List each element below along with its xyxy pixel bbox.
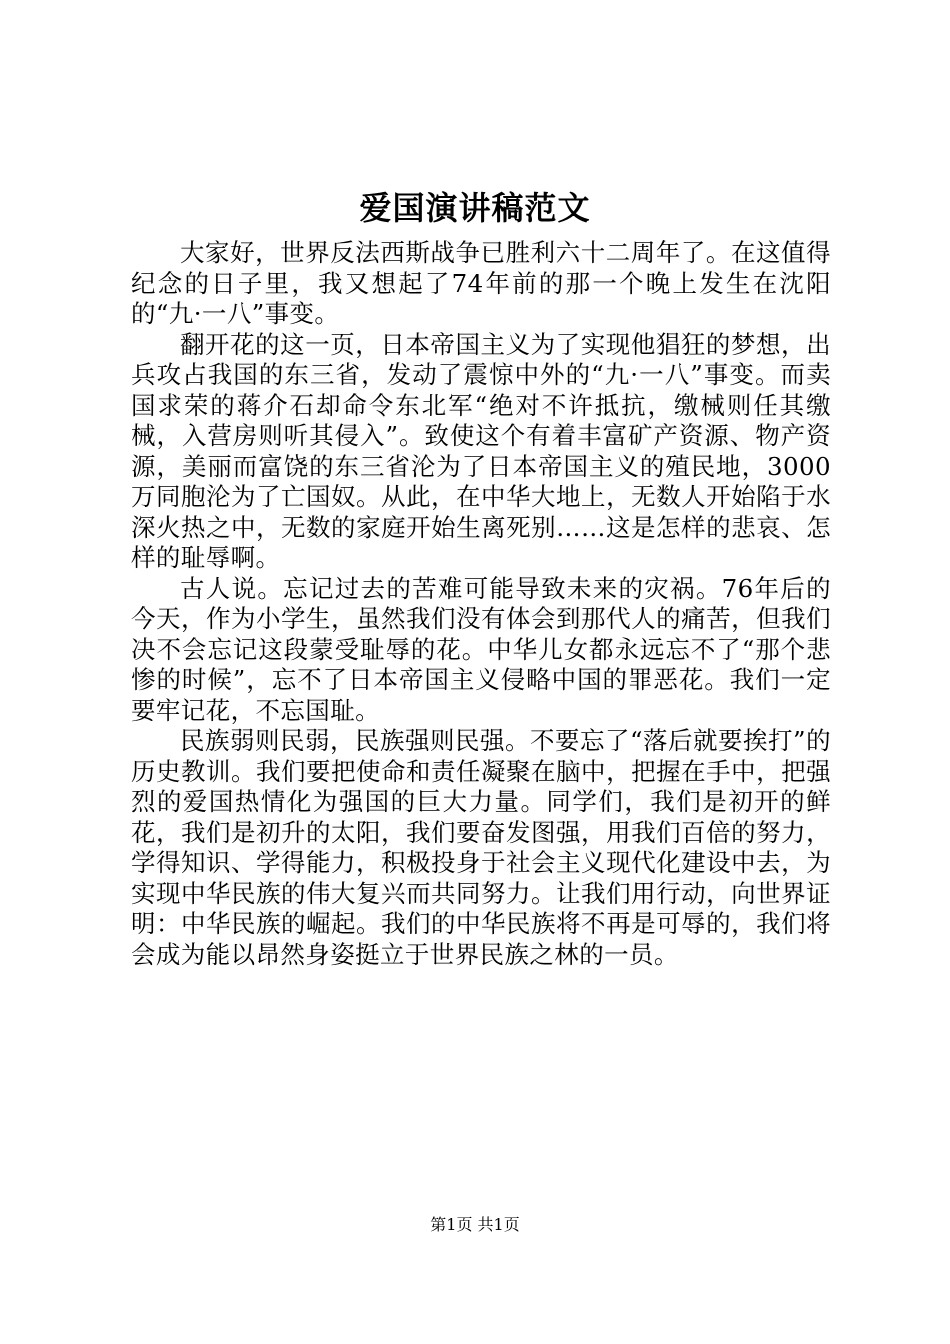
paragraph-1: 大家好，世界反法西斯战争已胜利六十二周年了。在这值得纪念的日子里，我又想起了74年前的那一个晚上发生在沈阳的“九·一八”事变。: [131, 238, 831, 328]
document-title: 爱国演讲稿范文: [359, 189, 591, 227]
document-body: [131, 238, 831, 970]
paragraph-3: 古人说。忘记过去的苦难可能导致未来的灾祸。76年后的今天，作为小学生，虽然我们没有体会到那代人的痛苦，但我们决不会忘记这段蒙受耻辱的花。中华儿女都永远忘不了“那个悲惨的时候”，忘不了日本帝国主义侵略中国的罪恶花。我们一定要牢记花，不忘国耻。: [131, 573, 831, 725]
paragraph-4: 民族弱则民弱，民族强则民强。不要忘了“落后就要挨打”的历史教训。我们要把使命和责任凝聚在脑中，把握在手中，把强烈的爱国热情化为强国的巨大力量。同学们，我们是初开的鲜花，我们是初升的太阳，我们要奋发图强，用我们百倍的努力，学得知识、学得能力，积极投身于社会主义现代化建设中去，为实现中华民族的伟大复兴而共同努力。让我们用行动，向世界证明：中华民族的崛起。我们的中华民族将不再是可辱的，我们将会成为能以昂然身姿挺立于世界民族之林的一员。: [131, 726, 831, 969]
page-footer: 第1页 共1页: [430, 1215, 520, 1234]
paragraph-2: 翻开花的这一页，日本帝国主义为了实现他猖狂的梦想，出兵攻占我国的东三省，发动了震惊中外的“九·一八”事变。而卖国求荣的蒋介石却命令东北军“绝对不许抵抗，缴械则任其缴械，入营房则听其侵入”。致使这个有着丰富矿产资源、物产资源，美丽而富饶的东三省沦为了日本帝国主义的殖民地，3000万同胞沦为了亡国奴。从此，在中华大地上，无数人开始陷于水深火热之中，无数的家庭开始生离死别……这是怎样的悲哀、怎样的耻辱啊。: [131, 329, 831, 572]
